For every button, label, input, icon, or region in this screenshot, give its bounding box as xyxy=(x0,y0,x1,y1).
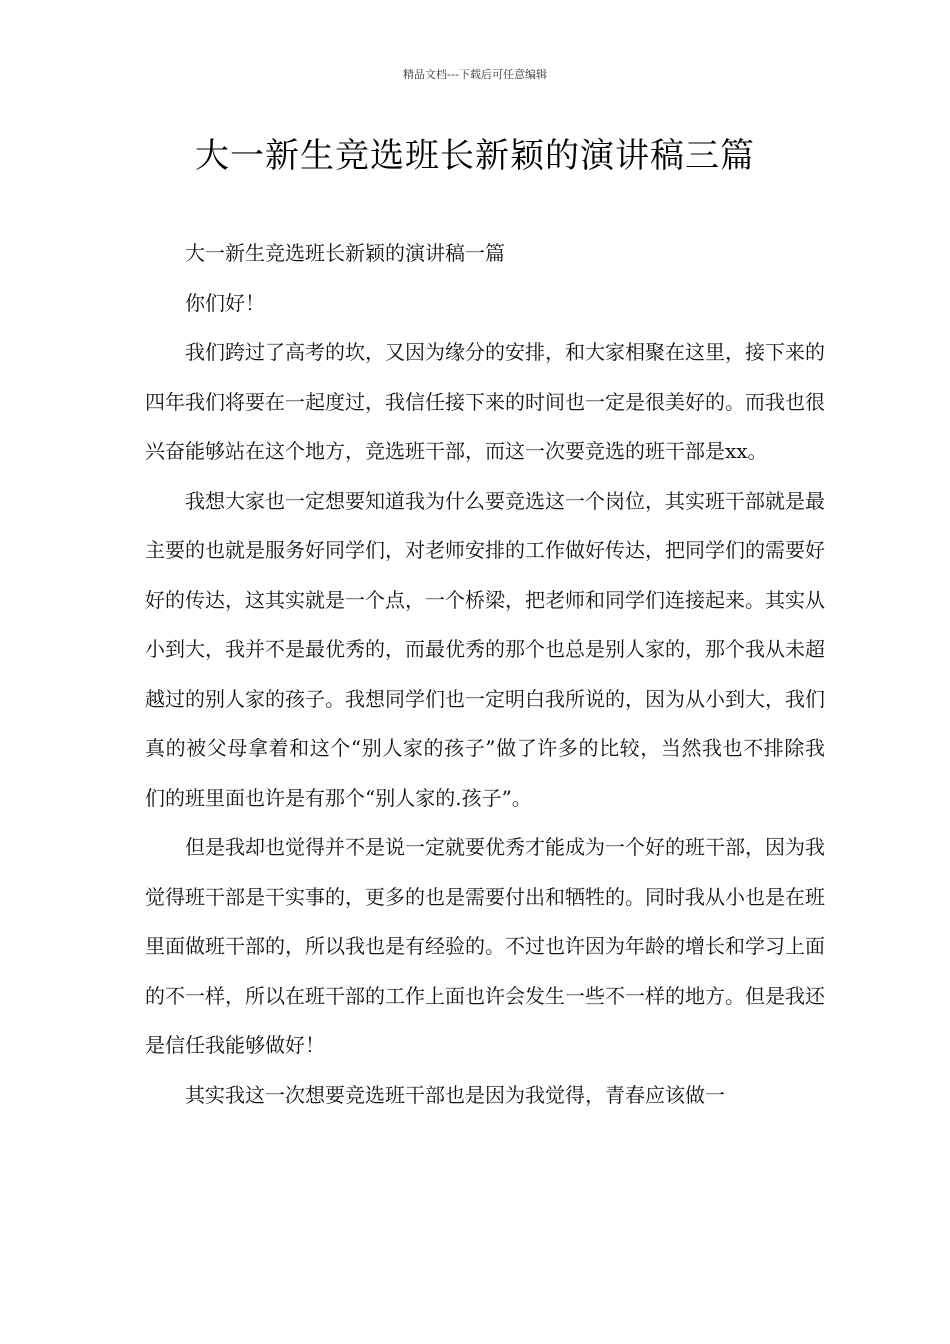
document-title: 大一新生竞选班长新颖的演讲稿三篇 xyxy=(195,136,755,176)
header-note: 精品文档---下载后可任意编辑 xyxy=(403,68,547,81)
body-paragraph: 但是我却也觉得并不是说一定就要优秀才能成为一个好的班干部，因为我觉得班干部是干实事的，更多的也是需要付出和牺牲的。同时我从小也是在班里面做班干部的，所以我也是有经验的。不过也许因为年龄的增长和学习上面的不一样，所以在班干部的工作上面也许会发生一些不一样的地方。但是我还是信任我能够做好！ xyxy=(145,835,825,1057)
body-paragraph: 其实我这一次想要竞选班干部也是因为我觉得，青春应该做一 xyxy=(185,1082,725,1107)
body-paragraph: 我们跨过了高考的坎，又因为缘分的安排，和大家相聚在这里，接下来的四年我们将要在一起度过，我信任接下来的时间也一定是很美好的。而我也很兴奋能够站在这个地方，竞选班干部，而这一次要竞选的班干部是xx。 xyxy=(145,340,825,463)
section-heading: 大一新生竞选班长新颖的演讲稿一篇 xyxy=(185,241,505,265)
greeting-paragraph: 你们好！ xyxy=(185,290,265,315)
document-body xyxy=(145,229,825,1120)
body-paragraph: 我想大家也一定想要知道我为什么要竞选这一个岗位，其实班干部就是最主要的也就是服务好同学们，对老师安排的工作做好传达，把同学们的需要好好的传达，这其实就是一个点，一个桥梁，把老师和同学们连接起来。其实从小到大，我并不是最优秀的，而最优秀的那个也总是别人家的，那个我从未超越过的别人家的孩子。我想同学们也一定明白我所说的，因为从小到大，我们真的被父母拿着和这个“别人家的孩子”做了许多的比较，当然我也不排除我们的班里面也许是有那个“别人家的.孩子”。 xyxy=(145,488,825,810)
